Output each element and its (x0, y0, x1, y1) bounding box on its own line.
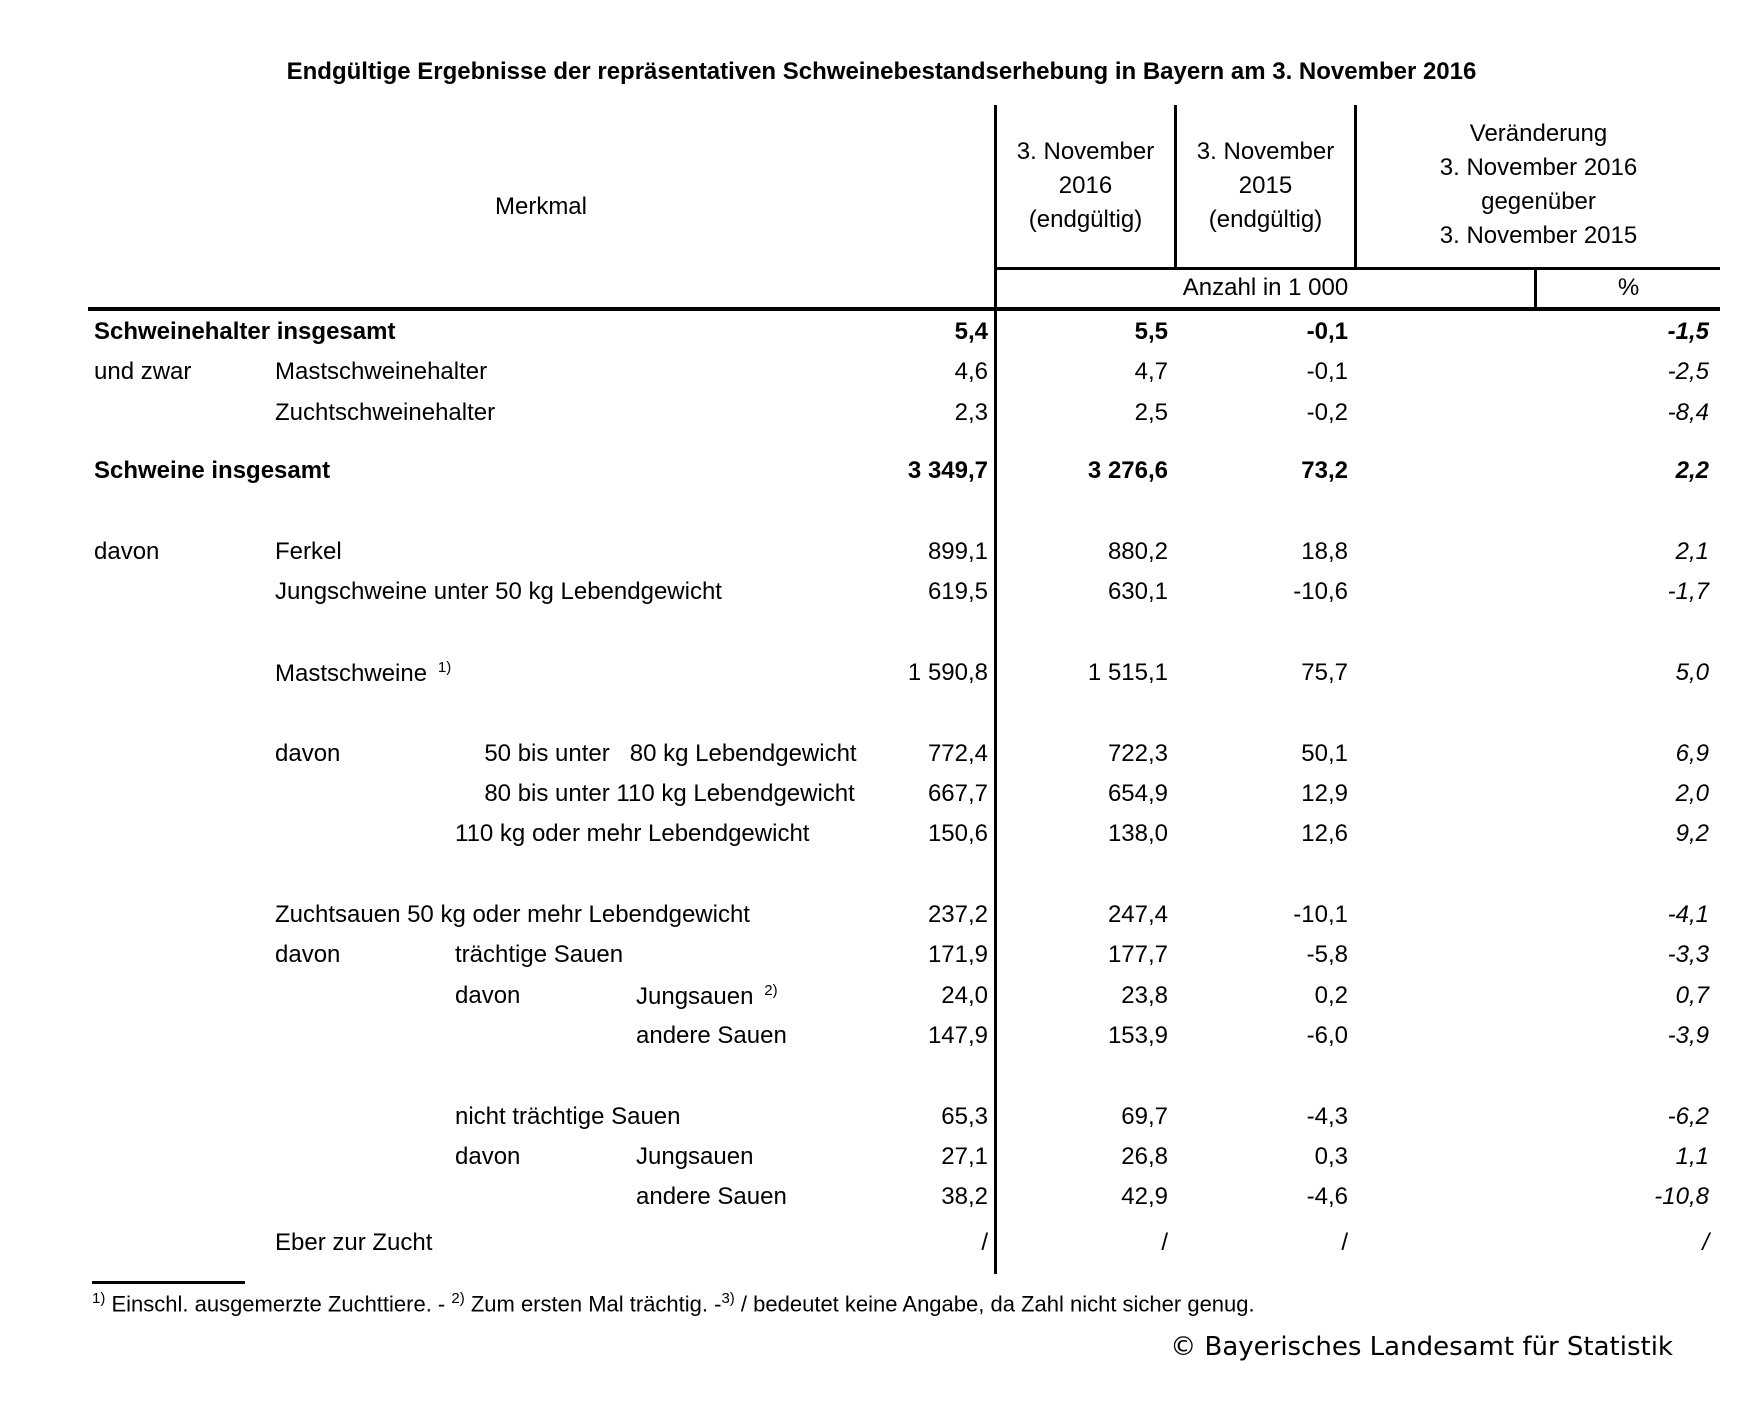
cell-pct: 0,7 (1675, 982, 1709, 1009)
table-row (88, 982, 1720, 1022)
footnote-rule (92, 1281, 245, 1284)
row-label: davon (455, 1143, 521, 1170)
cell-diff: -5,8 (1306, 941, 1348, 968)
cell-v2016: 237,2 (927, 901, 988, 928)
header-line: Veränderung (1469, 120, 1608, 147)
cell-diff: / (1341, 1229, 1348, 1256)
row-label: nicht trächtige Sauen (455, 1103, 681, 1130)
cell-diff: -10,6 (1293, 578, 1348, 605)
copyright: © Bayerisches Landesamt für Statistik (1170, 1332, 1673, 1362)
cell-v2016: / (981, 1229, 988, 1256)
table-row (88, 941, 1720, 981)
footnote-marker: 3) (721, 1290, 735, 1307)
cell-v2016: 667,7 (927, 780, 988, 807)
row-label: davon (275, 740, 341, 767)
table-row (88, 318, 1720, 358)
cell-diff: 0,3 (1314, 1143, 1348, 1170)
footnote-text: Einschl. ausgemerzte Zuchttiere. - (105, 1291, 452, 1317)
header-line: 2016 (1058, 172, 1113, 199)
cell-pct: 2,2 (1675, 457, 1709, 484)
cell-pct: -10,8 (1654, 1183, 1709, 1210)
row-label: davon (275, 941, 341, 968)
cell-diff: 12,9 (1301, 780, 1348, 807)
cell-pct: -3,3 (1667, 941, 1709, 968)
cell-v2015: 880,2 (1107, 538, 1168, 565)
footnote-marker: 1) (433, 659, 452, 676)
header-divider (994, 267, 1720, 270)
cell-v2016: 171,9 (927, 941, 988, 968)
cell-v2015: 3 276,6 (1087, 457, 1168, 484)
header-col-2015 (1177, 135, 1354, 237)
cell-v2016: 38,2 (941, 1183, 988, 1210)
row-label: Schweine insgesamt (94, 457, 331, 484)
cell-v2016: 1 590,8 (907, 659, 988, 686)
row-label: Ferkel (275, 538, 342, 565)
table-row (88, 1183, 1720, 1223)
table-title: Endgültige Ergebnisse der repräsentativen Schweinebestandserhebung in Bayern am 3. November 2016 (286, 58, 1477, 85)
cell-diff: -4,6 (1306, 1183, 1348, 1210)
table-row (88, 358, 1720, 398)
cell-pct: 6,9 (1675, 740, 1709, 767)
header-merkmal: Merkmal (494, 193, 587, 220)
row-label: 80 bis unter 110 kg Lebendgewicht (471, 780, 855, 807)
header-col-change (1357, 117, 1720, 253)
table-row (88, 901, 1720, 941)
cell-v2015: 654,9 (1107, 780, 1168, 807)
cell-v2015: 1 515,1 (1087, 659, 1168, 686)
cell-v2016: 2,3 (954, 399, 988, 426)
cell-diff: -0,1 (1306, 318, 1348, 345)
header-line: 3. November 2015 (1439, 222, 1638, 249)
row-label: Eber zur Zucht (275, 1229, 433, 1256)
cell-v2015: 2,5 (1134, 399, 1168, 426)
table-row (88, 659, 1720, 699)
unit-count: Anzahl in 1 000 (1182, 274, 1349, 301)
cell-pct: / (1702, 1229, 1709, 1256)
cell-v2016: 772,4 (927, 740, 988, 767)
cell-pct: -4,1 (1667, 901, 1709, 928)
cell-pct: -8,4 (1667, 399, 1709, 426)
row-label: davon (455, 982, 521, 1009)
cell-diff: -4,3 (1306, 1103, 1348, 1130)
footnote-text: Zum ersten Mal trächtig. - (464, 1291, 722, 1317)
table-row (88, 780, 1720, 820)
cell-v2015: 42,9 (1121, 1183, 1168, 1210)
table-row (88, 1103, 1720, 1143)
table-row (88, 457, 1720, 497)
header-line: 3. November (1016, 138, 1155, 165)
row-label: und zwar (94, 358, 192, 385)
cell-v2016: 150,6 (927, 820, 988, 847)
cell-v2016: 24,0 (941, 982, 988, 1009)
row-label: Mastschweine $^{1)}$ (275, 659, 452, 687)
cell-v2016: 5,4 (954, 318, 988, 345)
cell-v2015: 26,8 (1121, 1143, 1168, 1170)
footnote-marker: 2) (760, 982, 778, 999)
row-label: andere Sauen (636, 1022, 787, 1049)
cell-pct: 9,2 (1675, 820, 1709, 847)
row-label: Zuchtschweinehalter (275, 399, 496, 426)
cell-v2015: 4,7 (1134, 358, 1168, 385)
header-line: 3. November 2016 (1439, 154, 1638, 181)
cell-diff: -0,2 (1306, 399, 1348, 426)
header-line: 3. November (1196, 138, 1335, 165)
cell-v2015: / (1161, 1229, 1168, 1256)
cell-v2016: 3 349,7 (907, 457, 988, 484)
cell-v2016: 899,1 (927, 538, 988, 565)
table-row (88, 399, 1720, 439)
row-label: Jungschweine unter 50 kg Lebendgewicht (275, 578, 722, 605)
cell-pct: -2,5 (1667, 358, 1709, 385)
unit-percent: % (1617, 274, 1640, 301)
table-row (88, 578, 1720, 618)
cell-v2015: 722,3 (1107, 740, 1168, 767)
cell-pct: -1,7 (1667, 578, 1709, 605)
cell-pct: -3,9 (1667, 1022, 1709, 1049)
table-row (88, 1022, 1720, 1062)
table-row (88, 740, 1720, 780)
cell-diff: 75,7 (1301, 659, 1348, 686)
cell-pct: 2,1 (1675, 538, 1709, 565)
cell-diff: -6,0 (1306, 1022, 1348, 1049)
row-label: Mastschweinehalter (275, 358, 488, 385)
cell-v2015: 138,0 (1107, 820, 1168, 847)
cell-diff: 12,6 (1301, 820, 1348, 847)
header-line: 2015 (1238, 172, 1293, 199)
header-line: gegenüber (1481, 188, 1596, 215)
header-line: (endgültig) (1028, 206, 1143, 233)
table-row (88, 538, 1720, 578)
cell-v2016: 4,6 (954, 358, 988, 385)
row-label: davon (94, 538, 160, 565)
row-label: Jungsauen (636, 1143, 754, 1170)
cell-pct: 1,1 (1675, 1143, 1709, 1170)
footnote (92, 1290, 1255, 1317)
cell-pct: -1,5 (1667, 318, 1709, 345)
cell-pct: -6,2 (1667, 1103, 1709, 1130)
table-row (88, 1229, 1720, 1269)
row-label: Jungsauen $^{2)}$ (636, 982, 778, 1010)
cell-v2016: 27,1 (941, 1143, 988, 1170)
cell-v2015: 69,7 (1121, 1103, 1168, 1130)
cell-v2016: 619,5 (927, 578, 988, 605)
cell-pct: 5,0 (1675, 659, 1709, 686)
cell-v2015: 177,7 (1107, 941, 1168, 968)
cell-diff: 18,8 (1301, 538, 1348, 565)
row-label: Zuchtsauen 50 kg oder mehr Lebendgewicht (275, 901, 750, 928)
cell-v2015: 5,5 (1134, 318, 1168, 345)
cell-diff: 50,1 (1301, 740, 1348, 767)
footnote-marker: 1) (92, 1290, 106, 1307)
cell-v2015: 23,8 (1121, 982, 1168, 1009)
header-line: (endgültig) (1208, 206, 1323, 233)
header-col-2016 (997, 135, 1174, 237)
footnote-marker: 2) (451, 1290, 465, 1307)
cell-pct: 2,0 (1675, 780, 1709, 807)
row-label: andere Sauen (636, 1183, 787, 1210)
cell-v2016: 65,3 (941, 1103, 988, 1130)
row-label: Schweinehalter insgesamt (94, 318, 396, 345)
cell-v2015: 153,9 (1107, 1022, 1168, 1049)
cell-diff: 73,2 (1301, 457, 1348, 484)
cell-diff: -0,1 (1306, 358, 1348, 385)
cell-diff: 0,2 (1314, 982, 1348, 1009)
footnote-text: / bedeutet keine Angabe, da Zahl nicht sicher genug. (734, 1291, 1255, 1317)
cell-v2016: 147,9 (927, 1022, 988, 1049)
row-label: 110 kg oder mehr Lebendgewicht (455, 820, 810, 847)
table-row (88, 820, 1720, 860)
row-label: 50 bis unter 80 kg Lebendgewicht (471, 740, 857, 767)
header-bottom-rule (88, 307, 1720, 311)
row-label: trächtige Sauen (455, 941, 624, 968)
cell-v2015: 630,1 (1107, 578, 1168, 605)
cell-diff: -10,1 (1293, 901, 1348, 928)
cell-v2015: 247,4 (1107, 901, 1168, 928)
table-row (88, 1143, 1720, 1183)
